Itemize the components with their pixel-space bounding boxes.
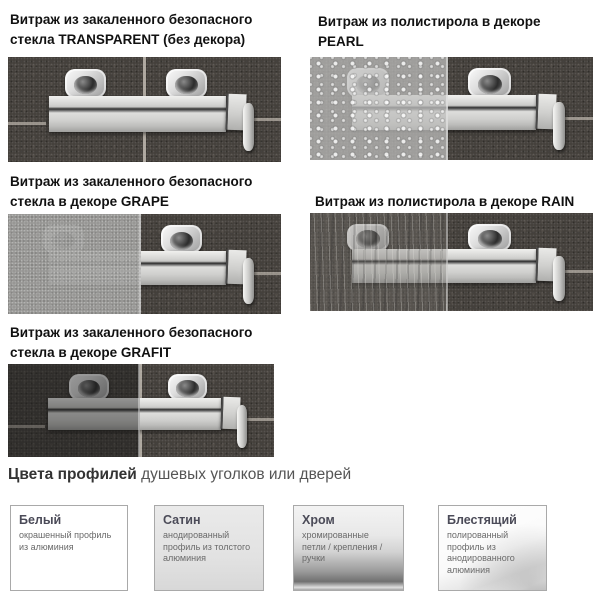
profile-color-name: Сатин: [163, 513, 201, 527]
door-handle: [243, 258, 254, 304]
glass-panel-pearl-decor: [310, 57, 448, 160]
photo-glass-pearl: [310, 57, 593, 160]
profile-colors-heading-bold: Цвета профилей: [8, 466, 137, 483]
profile-color-card-chrome: [293, 505, 404, 591]
wall-bracket: [166, 69, 207, 98]
profile-color-name: Хром: [302, 513, 335, 527]
glass-option-title-transparent: Витраж из закаленного безопасного стекла TRANSPARENT (без декора): [10, 12, 253, 47]
door-handle: [553, 102, 564, 149]
glass-option-title-grape: Витраж из закаленного безопасного стекла в декоре GRAPE: [10, 174, 253, 209]
door-handle: [237, 405, 248, 448]
profile-color-description: окрашенный профиль из алюминия: [19, 530, 112, 552]
wall-bracket: [65, 69, 106, 98]
profile-colors-heading: [8, 466, 351, 484]
profile-color-description: полированный профиль из анодированного алюминия: [447, 530, 515, 576]
wall-bracket: [168, 374, 208, 400]
profile-color-name: Блестящий: [447, 513, 517, 527]
wall-bracket: [161, 225, 202, 253]
wall-bracket: [468, 224, 510, 251]
profile-color-description: хромированные петли / крепления / ручки: [302, 530, 383, 564]
profile-color-card-shiny: [438, 505, 547, 591]
photo-glass-transparent: [8, 57, 281, 162]
door-handle: [553, 256, 564, 301]
glass-panel-rain-decor: [310, 213, 448, 311]
door-handle: [243, 103, 254, 151]
wall-bracket: [468, 68, 510, 97]
tile-grout-left: [8, 122, 46, 125]
glass-option-title-grafit: Витраж из закаленного безопасного стекла в декоре GRAFIT: [10, 325, 253, 360]
glass-panel-grafit-decor: [8, 364, 140, 457]
chrome-profile-bar: [49, 96, 226, 132]
glass-option-title-pearl: Витраж из полистирола в декоре PEARL: [318, 14, 541, 49]
profile-color-card-white: [10, 505, 128, 591]
glass-option-title-rain: Витраж из полистирола в декоре RAIN: [315, 194, 575, 209]
photo-glass-grafit: [8, 364, 274, 457]
photo-glass-grape: [8, 214, 281, 314]
profile-color-name: Белый: [19, 513, 62, 527]
glass-panel-grape-decor: [8, 214, 141, 314]
profile-color-card-satin: [154, 505, 264, 591]
photo-glass-rain: [310, 213, 593, 311]
profile-color-description: анодированный профиль из толстого алюминия: [163, 530, 251, 564]
profile-colors-heading-rest: душевых уголков или дверей: [136, 466, 352, 483]
